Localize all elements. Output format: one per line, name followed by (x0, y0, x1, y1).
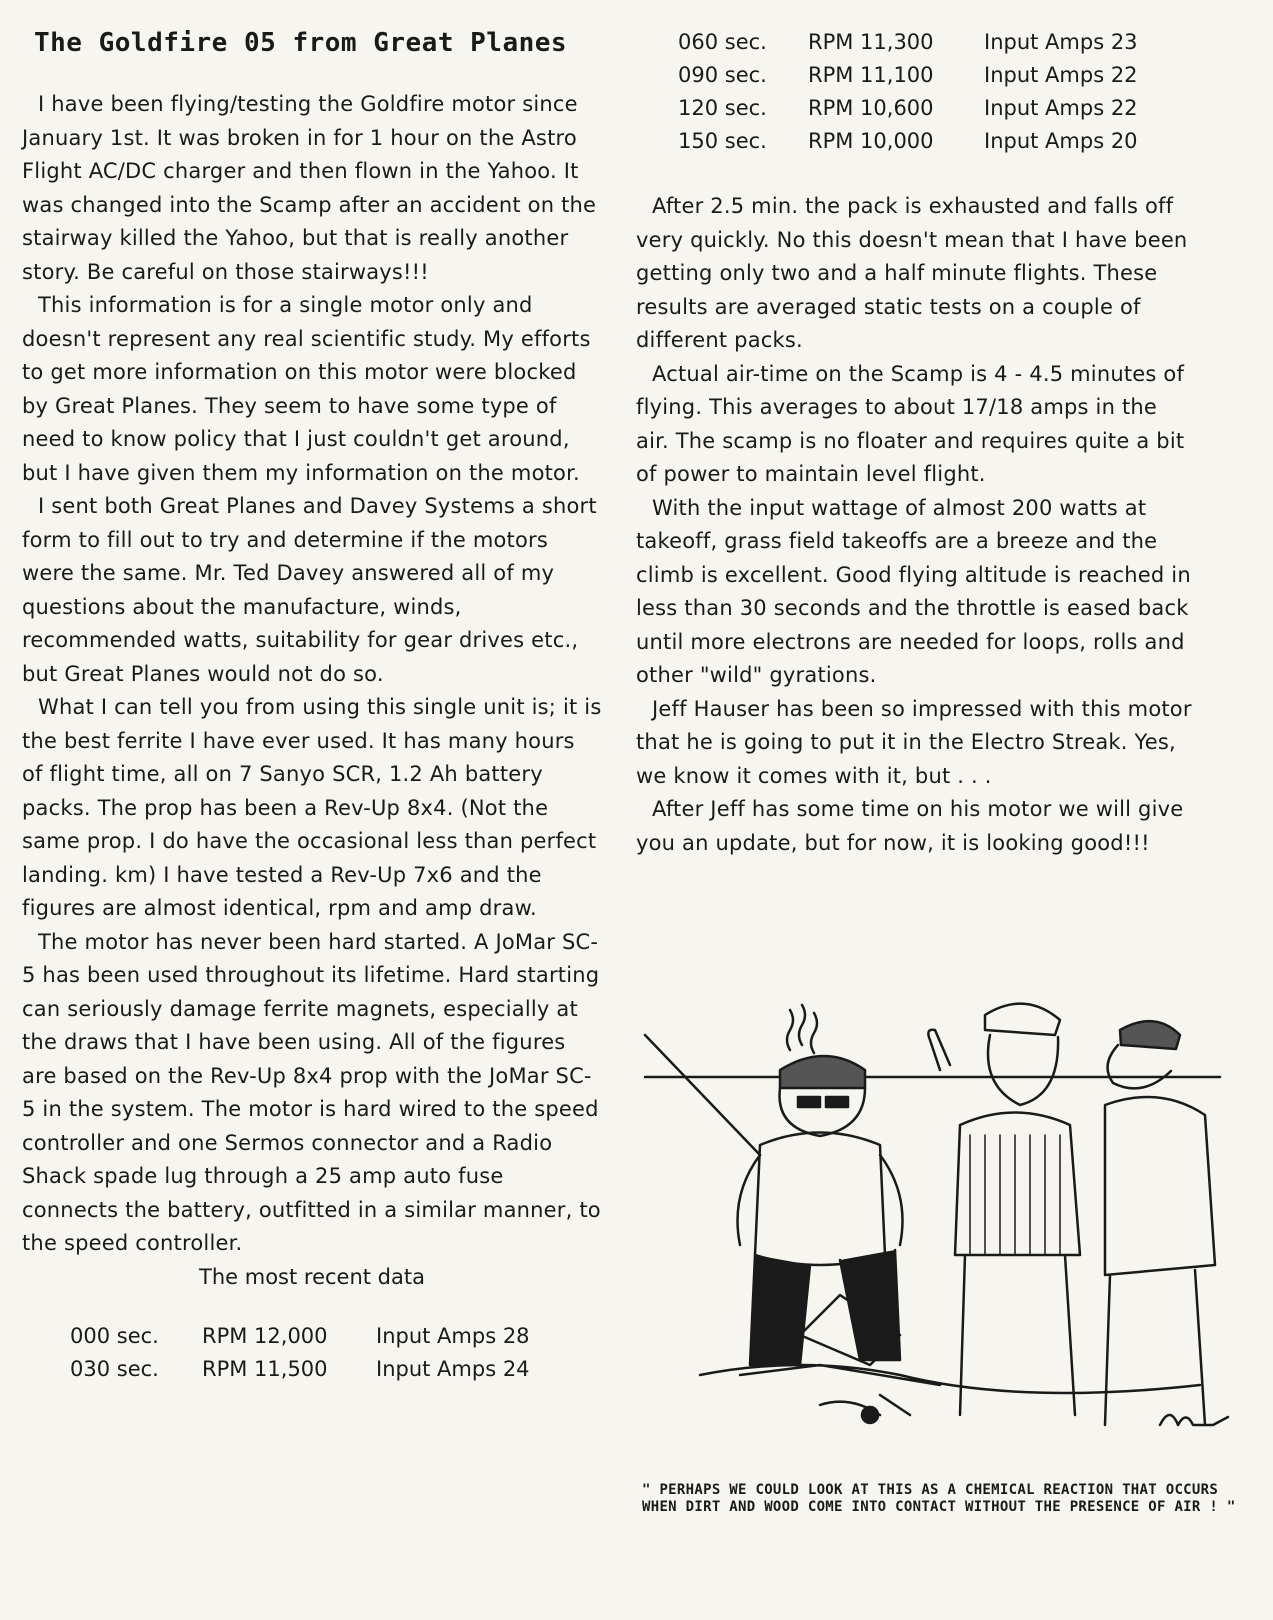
data-table-right (636, 26, 1138, 158)
smoke-icon (787, 1005, 817, 1053)
amps-cell: Input Amps 28 (376, 1324, 530, 1348)
paragraph-3: I sent both Great Planes and Davey Systems a short form to fill out to try and determine if the motors were the same. Mr. Ted Davey answered all of my questions about the manufacture, winds, recommended watts, suitability for gear drives etc., but Great Planes would not do so. (22, 494, 597, 686)
amps-cell: Input Amps 22 (984, 63, 1138, 87)
paragraph-10: After Jeff has some time on his motor we will give you an update, but for now, it is looking good!!! (636, 797, 1184, 855)
paragraph-1: I have been flying/testing the Goldfire motor since January 1st. It was broken in for 1 hour on the Astro Flight AC/DC charger and then flown in the Yahoo. It was changed into the Scamp after an accident on the stairway killed the Yahoo, but that is really another story. Be careful on those stairways!!! (22, 92, 597, 284)
rpm-cell: RPM 12,000 (202, 1324, 328, 1348)
cartoon-caption: " PERHAPS WE COULD LOOK AT THIS AS A CHEMICAL REACTION THAT OCCURS WHEN DIRT AND WOOD COME INTO CONTACT WITHOUT THE PRESENCE OF AIR ! " (642, 1482, 1236, 1515)
figure-left (738, 1056, 903, 1365)
artist-signature (1160, 1415, 1228, 1425)
right-text (636, 190, 1196, 860)
amps-cell: Input Amps 23 (984, 30, 1138, 54)
amps-cell: Input Amps 24 (376, 1357, 530, 1381)
antenna-line (645, 1035, 760, 1155)
amps-cell: Input Amps 20 (984, 129, 1138, 153)
time-cell: 090 sec. (678, 63, 767, 87)
paragraph-4: What I can tell you from using this single unit is; it is the best ferrite I have ever used. It has many hours of flight time, all on 7 Sanyo SCR, 1.2 Ah battery packs. The prop has been a Rev-Up 8x4. (Not the same prop. I do have the occasional less than perfect landing. km) I have tested a Rev-Up 7x6 and the figures are almost identical, rpm and amp draw. (22, 695, 602, 920)
time-cell: 120 sec. (678, 96, 767, 120)
paragraph-5: The motor has never been hard started. A JoMar SC-5 has been used throughout its lifetime. Hard starting can seriously damage ferrite magnets, especially at the draws that I have been using. All of the figures are based on the Rev-Up 8x4 prop with the JoMar SC-5 in the system. The motor is hard wired to the speed controller and one Sermos connector and a Radio Shack spade lug through a 25 amp auto fuse connects the battery, outfitted in a similar manner, to the speed controller. (22, 929, 601, 1255)
cartoon-illustration (640, 995, 1240, 1485)
paragraph-7: Actual air-time on the Scamp is 4 - 4.5 minutes of flying. This averages to about 17/18 amps in the air. The scamp is no floater and requires quite a bit of power to maintain level flight. (636, 361, 1185, 486)
data-table-left (22, 1320, 530, 1386)
rpm-cell: RPM 11,100 (808, 63, 934, 87)
table-row (22, 1353, 530, 1386)
figure-middle (928, 1004, 1080, 1415)
table-row (636, 26, 1138, 59)
table-row (22, 1320, 530, 1353)
amps-cell: Input Amps 22 (984, 96, 1138, 120)
time-cell: 000 sec. (70, 1324, 159, 1348)
rpm-cell: RPM 11,300 (808, 30, 934, 54)
table-row (636, 92, 1138, 125)
rpm-cell: RPM 11,500 (202, 1357, 328, 1381)
table-row (636, 59, 1138, 92)
rpm-cell: RPM 10,000 (808, 129, 934, 153)
time-cell: 060 sec. (678, 30, 767, 54)
figure-right (1105, 1021, 1215, 1425)
paragraph-8: With the input wattage of almost 200 watts at takeoff, grass field takeoffs are a breeze and the climb is excellent. Good flying altitude is reached in less than 30 seconds and the throttle is eased back until more electrons are needed for loops, rolls and other "wild" gyrations. (636, 495, 1191, 687)
paragraph-9: Jeff Hauser has been so impressed with this motor that he is going to put it in the Electro Streak. Yes, we know it comes with it, but . . . (636, 696, 1192, 788)
time-cell: 030 sec. (70, 1357, 159, 1381)
article-title: The Goldfire 05 from Great Planes (34, 28, 568, 58)
time-cell: 150 sec. (678, 129, 767, 153)
table-row (636, 125, 1138, 158)
data-heading: The most recent data (199, 1264, 425, 1289)
paragraph-6: After 2.5 min. the pack is exhausted and falls off very quickly. No this doesn't mean that I have been getting only two and a half minute flights. These results are averaged static tests on a couple of different packs. (636, 194, 1188, 352)
left-column (22, 28, 602, 1386)
rpm-cell: RPM 10,600 (808, 96, 934, 120)
paragraph-2: This information is for a single motor only and doesn't represent any real scientific study. My efforts to get more information on this motor were blocked by Great Planes. They seem to have some type of need to know policy that I just couldn't get around, but I have given them my information on the motor. (22, 293, 591, 485)
right-column (636, 26, 1196, 860)
